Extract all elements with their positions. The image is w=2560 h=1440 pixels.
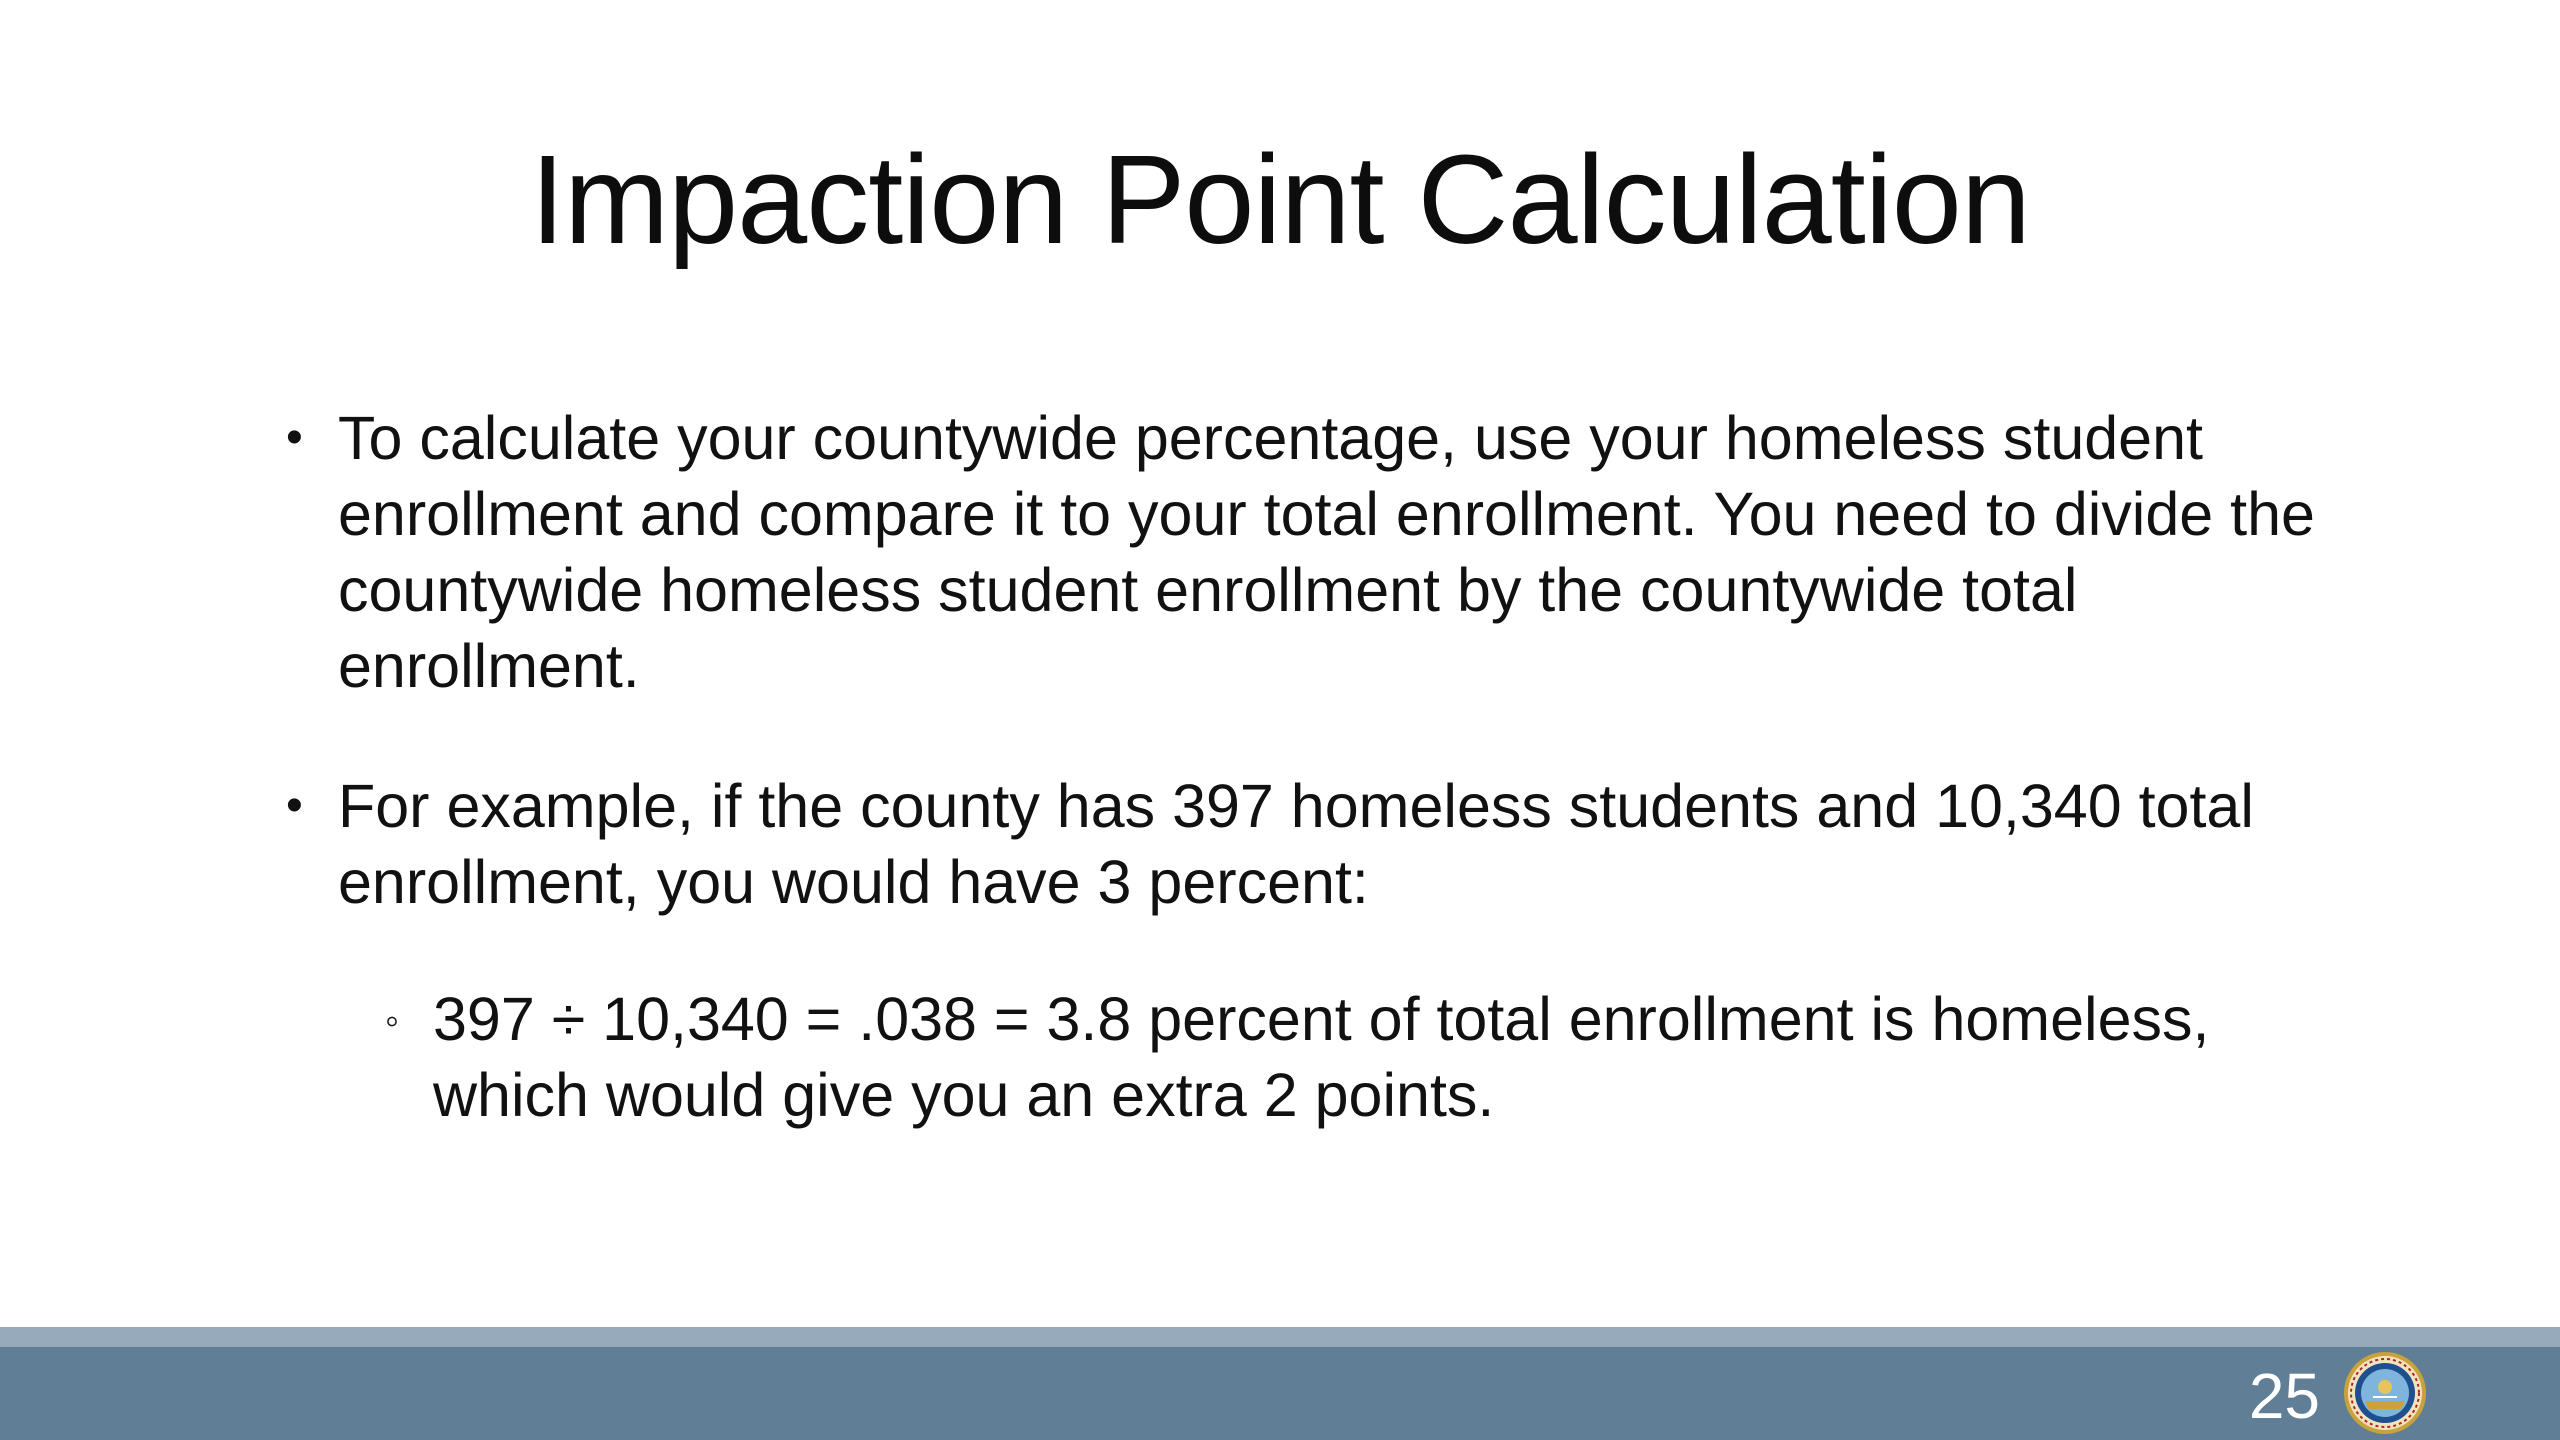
sub-bullet-item [385,981,2340,1133]
sub-bullet-text: 397 ÷ 10,340 = .038 = 3.8 percent of total enrollment is homeless, which would give you an extra 2 points. [433,985,2210,1129]
state-seal-icon [2343,1351,2427,1435]
footer-accent-stripe [0,1327,2560,1347]
slide-content [280,400,2340,1194]
bullet-text: To calculate your countywide percentage, use your homeless student enrollment and compare it to your total enrollment. You need to divide the countywide homeless student enrollment by the countywide total enrollment. [338,404,2315,700]
footer-bar [0,1347,2560,1440]
bullet-item [280,400,2340,704]
sub-bullet-marker: ◦ [385,999,400,1043]
bullet-text: For example, if the county has 397 homeless students and 10,340 total enrollment, you would have 3 percent: [338,772,2254,916]
bullet-marker: • [286,411,303,464]
slide-title: Impaction Point Calculation [530,129,2030,270]
bullet-marker: • [286,779,303,832]
bullet-item [280,768,2340,920]
slide-number: 25 [2248,1360,2320,1432]
